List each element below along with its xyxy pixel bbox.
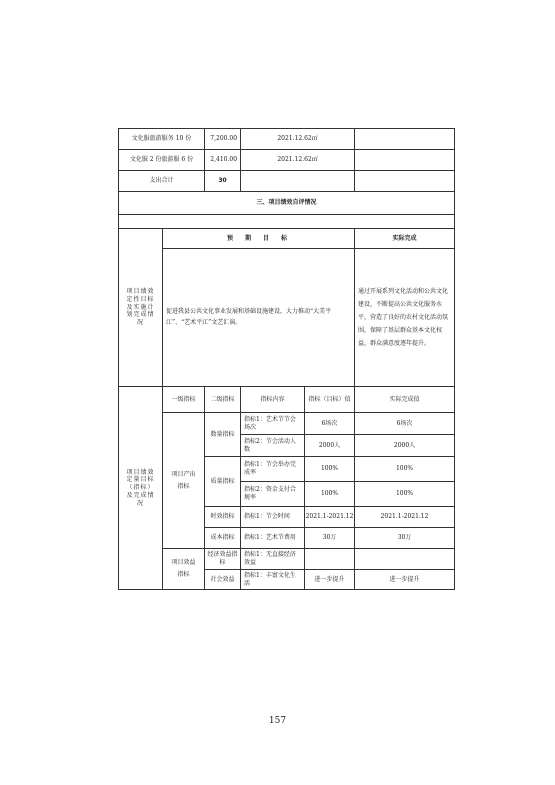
qualitative-label: 项目绩效定性目标及实施计划完成情况	[119, 229, 163, 387]
level2-cell: 质量指标	[205, 457, 241, 507]
header-level1: 一级指标	[163, 387, 205, 413]
quantitative-header-row	[119, 387, 455, 413]
target-cell: 30万	[305, 528, 355, 549]
expected-header: 预 期 目 标	[163, 229, 355, 249]
level2-cell: 经济效益指标	[205, 549, 241, 570]
actual-header: 实际完成	[355, 229, 455, 249]
target-cell: 6场次	[305, 413, 355, 435]
cost-blank	[355, 129, 455, 150]
header-target: 指标（目标）值	[305, 387, 355, 413]
cost-amount: 2,410.00	[205, 150, 241, 171]
cost-blank	[355, 150, 455, 171]
section-title-row	[119, 192, 455, 215]
cost-amount: 7,200.00	[205, 129, 241, 150]
indicator-row	[119, 413, 455, 435]
header-actual: 实际完成值	[355, 387, 455, 413]
total-value: 30	[205, 171, 241, 192]
cost-date: 2021.12.62㎡	[241, 129, 355, 150]
cost-item: 文化服旅游服务 10 份	[119, 129, 205, 150]
total-row	[119, 171, 455, 192]
content-cell: 指标2：资金支付合规率	[241, 482, 305, 507]
spacer-cell	[119, 215, 455, 229]
effect-group: 项目效益指标	[163, 549, 205, 590]
qualitative-content-row	[119, 249, 455, 387]
target-cell: 100%	[305, 457, 355, 482]
target-cell: 2000人	[305, 435, 355, 457]
content-cell: 指标1：节会举办完成率	[241, 457, 305, 482]
performance-table	[118, 128, 455, 590]
level2-cell: 时效指标	[205, 507, 241, 528]
total-blank	[241, 171, 355, 192]
expected-text: 促进我县公共文化事业发展和基础设施建设，大力推动“大美平江”、“艺术平江”文艺汇演。	[163, 249, 355, 387]
qualitative-header-row	[119, 229, 455, 249]
content-cell: 指标1：艺术节节会场次	[241, 413, 305, 435]
level2-cell: 成本指标	[205, 528, 241, 549]
cost-row	[119, 129, 455, 150]
actual-cell: 100%	[355, 482, 455, 507]
level2-cell: 数量指标	[205, 413, 241, 457]
section-title: 三、项目绩效自评情况	[119, 192, 455, 215]
target-cell: 100%	[305, 482, 355, 507]
actual-text: 通过开展系列文化活动和公共文化建设，不断提高公共文化服务水平，营造了良好的农村文化活动氛围，保障了基层群众基本文化权益，群众满意度逐年提升。	[355, 249, 455, 387]
level2-cell: 社会效益	[205, 570, 241, 590]
total-blank	[355, 171, 455, 192]
actual-cell: 2000人	[355, 435, 455, 457]
content-cell: 指标1：节会时间	[241, 507, 305, 528]
actual-cell	[355, 549, 455, 570]
content-cell: 指标2：节会活动人数	[241, 435, 305, 457]
cost-date: 2021.12.62㎡	[241, 150, 355, 171]
actual-cell: 30万	[355, 528, 455, 549]
target-cell: 2021.1-2021.12	[305, 507, 355, 528]
actual-cell: 2021.1-2021.12	[355, 507, 455, 528]
cost-row	[119, 150, 455, 171]
header-level2: 二级指标	[205, 387, 241, 413]
output-group: 项目产出指标	[163, 413, 205, 549]
indicator-row	[119, 549, 455, 570]
actual-cell: 100%	[355, 457, 455, 482]
actual-cell: 6场次	[355, 413, 455, 435]
cost-item: 文化服 2 份旅游服 6 份	[119, 150, 205, 171]
total-label: 支出合计	[119, 171, 205, 192]
content-cell: 指标1：丰富文化生活	[241, 570, 305, 590]
spacer-row	[119, 215, 455, 229]
quantitative-label: 项目绩效定量目标（指标）及完成情况	[119, 387, 163, 590]
page-number: 157	[268, 716, 287, 726]
header-content: 指标内容	[241, 387, 305, 413]
content-cell: 指标1：艺术节费用	[241, 528, 305, 549]
target-cell	[305, 549, 355, 570]
actual-cell: 进一步提升	[355, 570, 455, 590]
target-cell: 进一步提升	[305, 570, 355, 590]
content-cell: 指标1：无直接经济效益	[241, 549, 305, 570]
